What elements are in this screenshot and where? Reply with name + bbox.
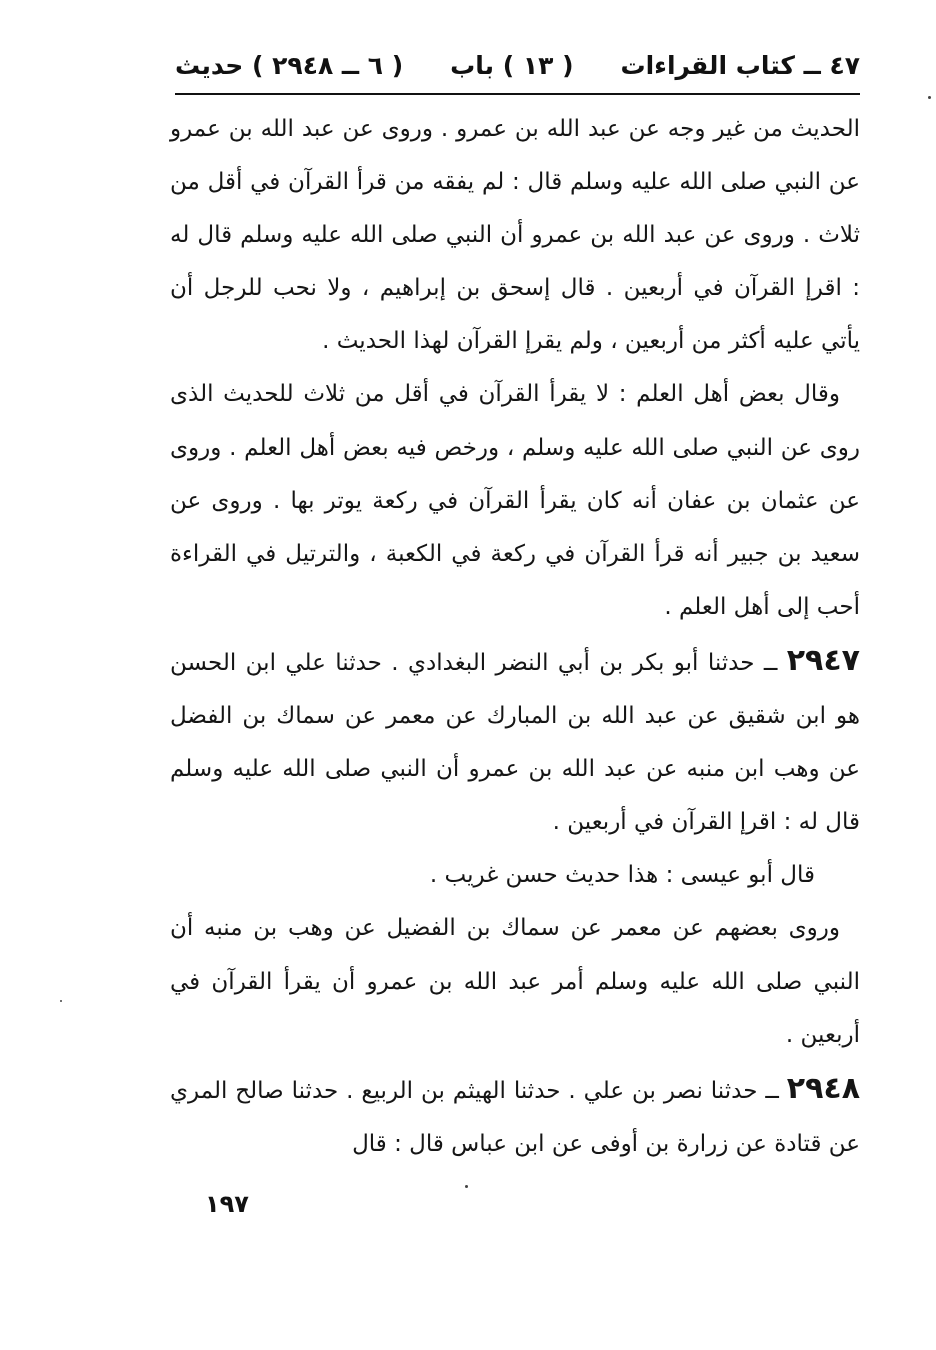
scan-speck — [928, 96, 931, 99]
paragraph-scholars — [170, 368, 860, 633]
hadith-number: ٢٩٤٧ — [786, 642, 860, 678]
abu-isa-comment — [170, 849, 860, 902]
hadith-text: ــ حدثنا نصر بن علي . حدثنا الهيثم بن الربيع . حدثنا صالح المري عن قتادة عن زرارة بن أوفى عن ابن عباس قال : قال — [170, 1077, 860, 1157]
scan-speck — [465, 1185, 468, 1188]
header-hadith-range: ( ٦ ــ ٢٩٤٨ ) حديث — [175, 50, 404, 80]
paragraph-text: وروى بعضهم عن معمر عن سماك بن الفضيل عن وهب بن منبه أن النبي صلى الله عليه وسلم أمر عبد الله بن عمرو أن يقرأ القرآن في أربعين . — [170, 915, 860, 1048]
scan-speck — [60, 1000, 62, 1002]
page-number: ١٩٧ — [205, 1190, 249, 1218]
hadith-text: ــ حدثنا أبو بكر بن أبي النضر البغدادي . حدثنا علي ابن الحسن هو ابن شقيق عن عبد الله بن المبارك عن معمر عن سماك بن الفضل عن وهب ابن منبه عن عبد الله بن عمرو أن النبي صلى الله عليه وسلم قال له : اقرإ القرآن في أربعين . — [170, 649, 860, 836]
paragraph-text: الحديث من غير وجه عن عبد الله بن عمرو . وروى عن عبد الله بن عمرو عن النبي صلى الله عليه وسلم قال : لم يفقه من قرأ القرآن في أقل من ثلاث . وروى عن عبد الله بن عمرو أن النبي صلى الله عليه وسلم قال له : اقرإ القرآن في أربعين . قال إسحق بن إبراهيم ، ولا نحب للرجل أن يأتي عليه أكثر من أربعين ، ولم يقرإ القرآن لهذا الحديث . — [170, 116, 860, 355]
paragraph-text: وقال بعض أهل العلم : لا يقرأ القرآن في أقل من ثلاث للحديث الذى روى عن النبي صلى الله عليه وسلم ، ورخص فيه بعض أهل العلم . وروى عن عثمان بن عفان أنه كان يقرأ القرآن في ركعة يوتر بها . وروى عن سعيد بن جبير أنه قرأ القرآن في ركعة في الكعبة ، والترتيل في القراءة أحب إلى أهل العلم . — [170, 381, 860, 620]
header-chapter: ( ١٣ ) باب — [450, 50, 574, 80]
header-book-title: ٤٧ ــ كتاب القراءات — [620, 50, 860, 80]
hadith-2948 — [170, 1062, 860, 1171]
page-body — [170, 103, 860, 1171]
header-divider — [175, 93, 860, 95]
hadith-2947 — [170, 634, 860, 849]
running-header — [175, 40, 860, 90]
paragraph-text: قال أبو عيسى : هذا حديث حسن غريب . — [429, 862, 815, 889]
paragraph-continuation — [170, 103, 860, 368]
paragraph-variant — [170, 902, 860, 1061]
hadith-number: ٢٩٤٨ — [786, 1070, 861, 1106]
